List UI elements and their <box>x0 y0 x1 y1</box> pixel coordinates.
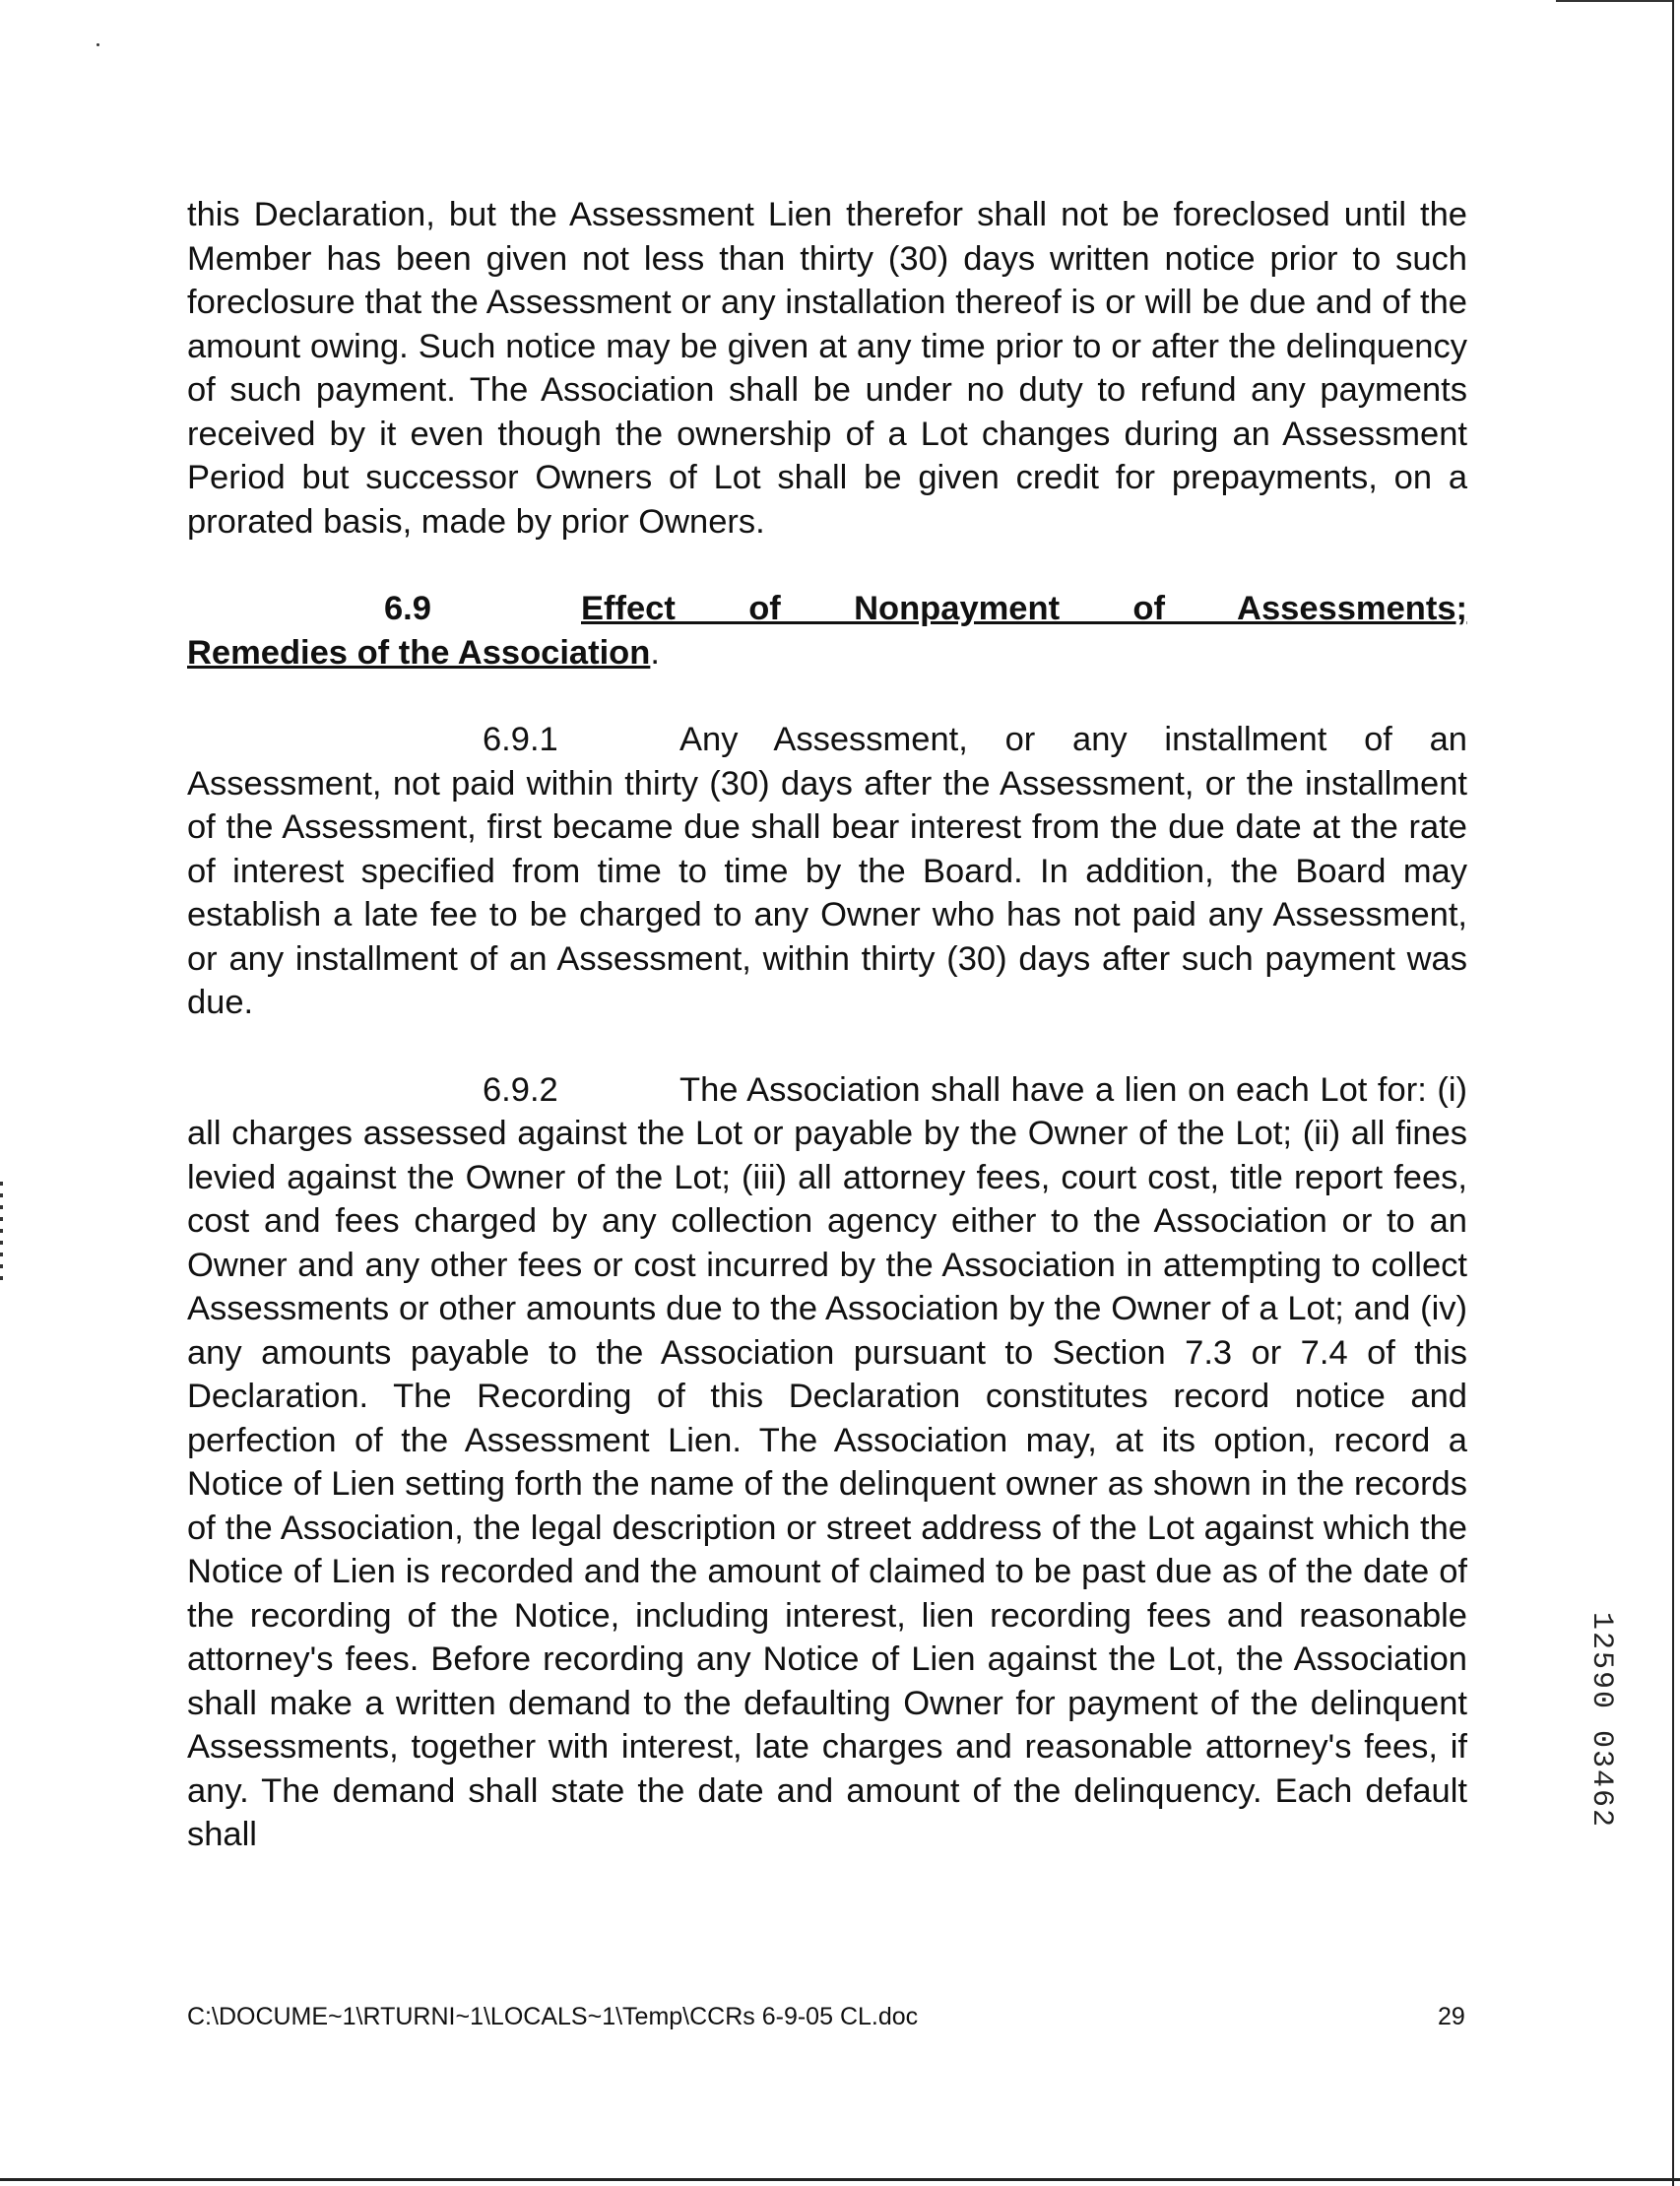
document-body <box>187 193 1467 1857</box>
section-number: 6.9 <box>384 590 431 627</box>
footer-page-number: 29 <box>1438 2003 1465 2030</box>
recording-stamp <box>1583 1587 1619 1853</box>
scan-artifact-dot <box>97 43 99 46</box>
subsection-text: Any Assessment, or any installment of an Assessment, not paid within thirty (30) days after the Assessment, or the installment of the Assessment, first became due shall bear interest from the due date at the rate of interest specified from time to time by the Board. In addition, the Board may establish a late fee to be charged to any Owner who has not paid any Assessment, or any installment of an Assessment, within thirty (30) days after such payment was due. <box>187 721 1467 1021</box>
section-heading <box>187 587 1467 675</box>
recording-stamp-number: 12590 03462 <box>1584 1611 1619 1830</box>
paragraph-continued: this Declaration, but the Assessment Lien therefor shall not be foreclosed until the Member has been given not less than thirty (30) days written notice prior to such foreclosure that the Assessment or any installation thereof is or will be due and of the amount owing. Such notice may be given at any time prior to or after the delinquency of such payment. The Association shall be under no duty to refund any payments received by it even though the ownership of a Lot changes during an Assessment Period but successor Owners of Lot shall be given credit for prepayments, on a prorated basis, made by prior Owners. <box>187 196 1467 541</box>
section-title-line2: Remedies of the Association <box>187 633 651 672</box>
subsection-text: The Association shall have a lien on each Lot for: (i) all charges assessed against the Lot or payable by the Owner of the Lot; (ii) all fines levied against the Owner of the Lot; (iii) all attorney fees, court cost, title report fees, cost and fees charged by any collection agency either to the Association or to an Owner and any other fees or cost incurred by the Association in attempting to collect Assessments or other amounts due to the Association by the Owner of a Lot; and (iv) any amounts payable to the Association pursuant to Section 7.3 or 7.4 of this Declaration. The Recording of this Declaration constitutes record notice and perfection of the Assessment Lien. The Association may, at its option, record a Notice of Lien setting forth the name of the delinquent owner as shown in the records of the Association, the legal description or street address of the Lot against which the Notice of Lien is recorded and the amount of claimed to be past due as of the date of the recording of the Notice, including interest, lien recording fees and reasonable attorney's fees. Before recording any Notice of Lien against the Lot, the Association shall make a written demand to the defaulting Owner for payment of the delinquent Assessments, together with interest, late charges and reasonable attorney's fees, if any. The demand shall state the date and amount of the delinquency. Each default shall <box>187 1070 1467 1853</box>
subsection-number: 6.9.2 <box>483 1070 558 1109</box>
page-edge-top <box>1556 0 1674 2</box>
subsection-number: 6.9.1 <box>483 721 558 758</box>
section-title-line1: Effect of Nonpayment of Assessments; <box>581 590 1467 627</box>
subsection-6-9-2 <box>187 1068 1467 1857</box>
page-edge-bottom <box>0 2178 1680 2181</box>
section-title-period: . <box>650 633 660 672</box>
subsection-6-9-1 <box>187 718 1467 1025</box>
page-edge-right <box>1672 0 1674 2186</box>
scan-artifact-ticks <box>0 1182 3 1280</box>
footer-file-path: C:\DOCUME~1\RTURNI~1\LOCALS~1\Temp\CCRs 6-9-05 CL.doc <box>187 2003 919 2030</box>
